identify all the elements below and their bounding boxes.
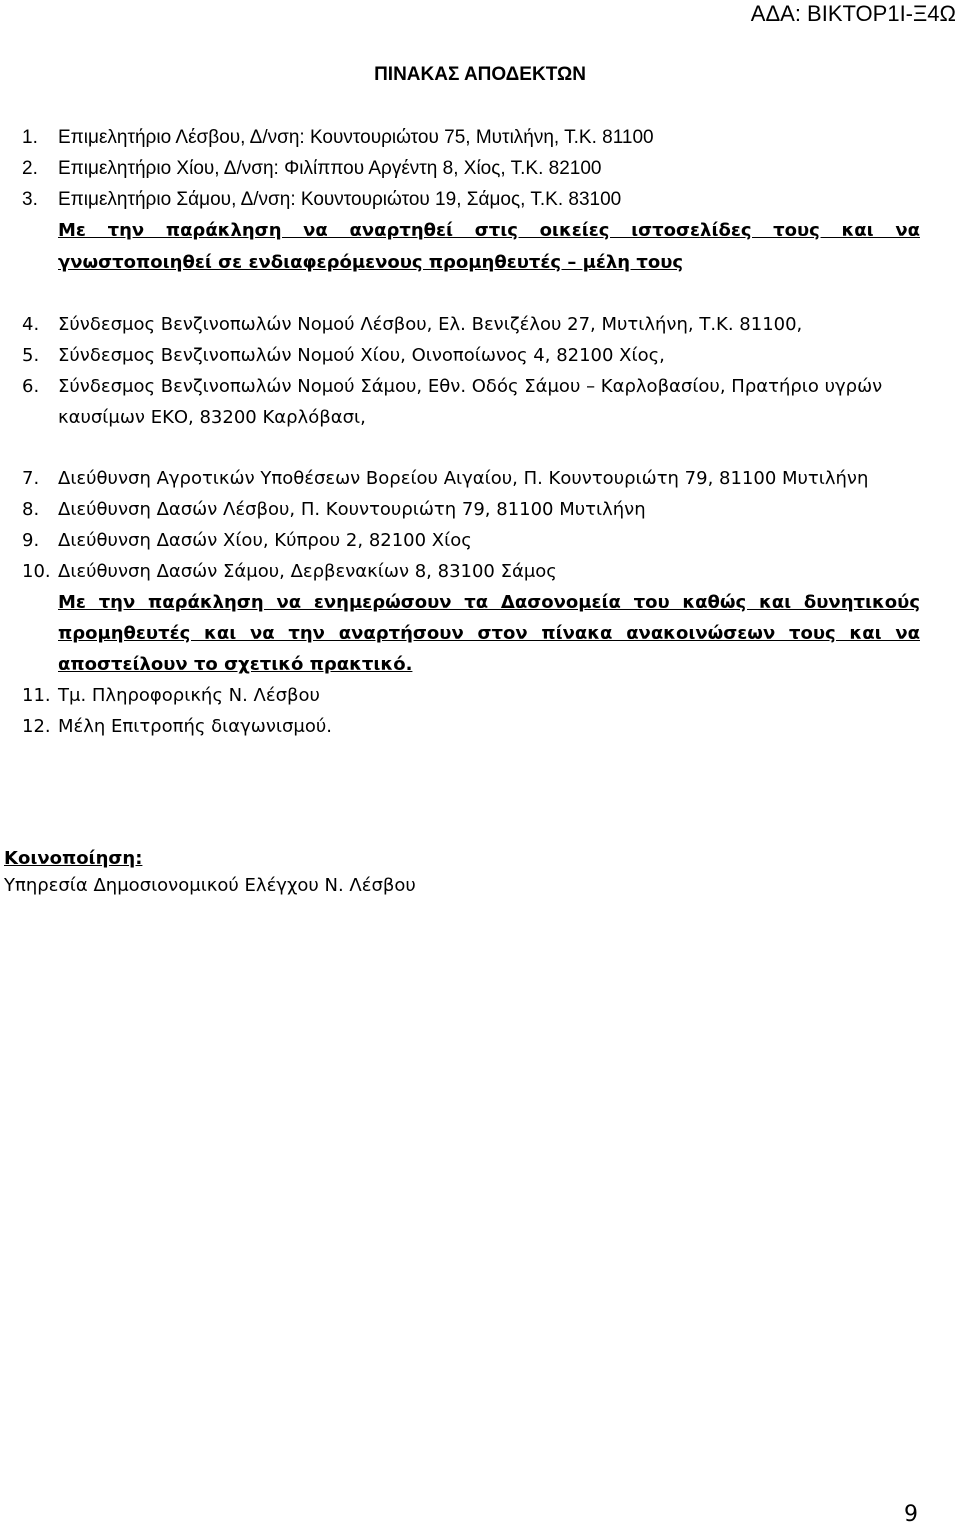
item-text: Διεύθυνση Δασών Λέσβου, Π. Κουντουριώτη 79, 81100 Μυτιλήνη	[58, 499, 646, 520]
cc-label: Κοινοποίηση:	[4, 848, 143, 869]
page-title: ΠΙΝΑΚΑΣ ΑΠΟΔΕΚΤΩΝ	[374, 64, 586, 85]
list-item	[22, 188, 621, 212]
note-line: αποστείλουν το σχετικό πρακτικό.	[58, 654, 413, 675]
item-number: 12.	[22, 716, 51, 737]
item-number: 9.	[22, 530, 40, 551]
list-item	[22, 715, 332, 739]
item-text: Διεύθυνση Δασών Σάμου, Δερβενακίων 8, 83100 Σάμος	[58, 561, 557, 582]
note-line: γνωστοποιηθεί σε ενδιαφερόμενους προμηθευτές – μέλη τους	[58, 252, 684, 273]
item-number: 1.	[22, 127, 38, 148]
item-number: 11.	[22, 685, 51, 706]
item-text: Σύνδεσμος Βενζινοπωλών Νομού Σάμου, Εθν. Οδός Σάμου – Καρλοβασίου, Πρατήριο υγρών	[58, 376, 883, 397]
item-text: Επιμελητήριο Χίου, Δ/νση: Φιλίππου Αργέντη 8, Χίος, Τ.Κ. 82100	[58, 158, 602, 179]
item-number: 6.	[22, 376, 40, 397]
item-text-continued: καυσίμων ΕΚΟ, 83200 Καρλόβασι,	[58, 407, 366, 428]
item-number: 5.	[22, 345, 40, 366]
item-text: Επιμελητήριο Λέσβου, Δ/νση: Κουντουριώτου 75, Μυτιλήνη, Τ.Κ. 81100	[58, 127, 654, 148]
list-item	[22, 467, 868, 491]
list-item	[22, 498, 646, 522]
item-number: 10.	[22, 561, 51, 582]
item-number: 4.	[22, 314, 40, 335]
item-text: Σύνδεσμος Βενζινοπωλών Νομού Χίου, Οινοποίωνος 4, 82100 Χίος,	[58, 345, 665, 366]
list-item	[22, 560, 557, 584]
item-text: Σύνδεσμος Βενζινοπωλών Νομού Λέσβου, Ελ. Βενιζέλου 27, Μυτιλήνη, Τ.Κ. 81100,	[58, 314, 803, 335]
list-item	[22, 529, 472, 553]
item-text: Μέλη Επιτροπής διαγωνισμού.	[58, 716, 332, 737]
list-item	[22, 344, 665, 368]
item-text: Διεύθυνση Δασών Χίου, Κύπρου 2, 82100 Χίος	[58, 530, 472, 551]
item-number: 2.	[22, 158, 38, 179]
item-text: Επιμελητήριο Σάμου, Δ/νση: Κουντουριώτου 19, Σάμος, Τ.Κ. 83100	[58, 189, 622, 210]
item-number: 3.	[22, 189, 38, 210]
note-line: προμηθευτές και να την αναρτήσουν στον πίνακα ανακοινώσεων τους και να	[58, 623, 920, 644]
note-line: Με την παράκληση να ενημερώσουν τα Δασονομεία του καθώς και δυνητικούς	[58, 592, 920, 613]
list-item	[22, 126, 654, 150]
list-item	[22, 313, 802, 337]
page-number: 9	[904, 1502, 918, 1527]
item-text: Τμ. Πληροφορικής Ν. Λέσβου	[58, 685, 320, 706]
item-text: Διεύθυνση Αγροτικών Υποθέσεων Βορείου Αιγαίου, Π. Κουντουριώτη 79, 81100 Μυτιλήνη	[58, 468, 869, 489]
list-item	[22, 684, 320, 708]
item-number: 8.	[22, 499, 40, 520]
item-number: 7.	[22, 468, 40, 489]
ada-code: ΑΔΑ: ΒΙΚΤΟΡ1Ι-Ξ4Ω	[750, 1, 956, 26]
list-item	[22, 375, 882, 399]
list-item	[22, 157, 601, 181]
cc-text: Υπηρεσία Δημοσιονομικού Ελέγχου Ν. Λέσβου	[4, 875, 416, 896]
note-line: Με την παράκληση να αναρτηθεί στις οικείες ιστοσελίδες τους και να	[58, 220, 920, 241]
